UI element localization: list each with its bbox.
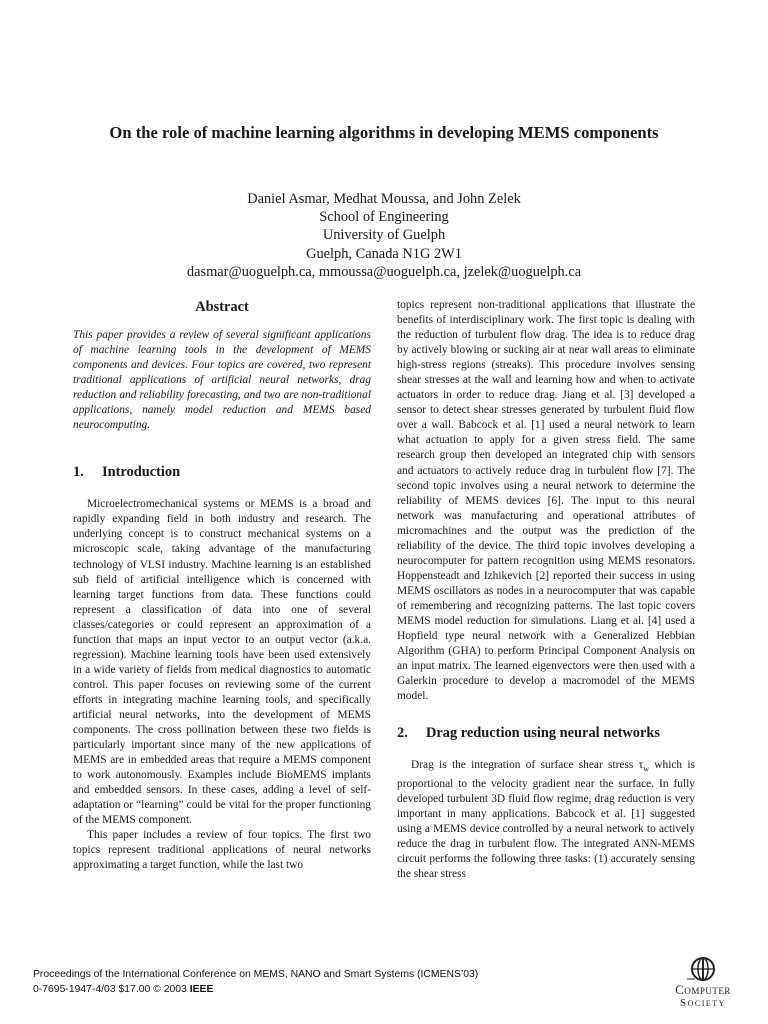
section-title: Drag reduction using neural networks	[426, 725, 660, 742]
logo-text-society: Society	[680, 997, 726, 1009]
right-column	[397, 298, 695, 882]
affiliation-line: School of Engineering	[319, 209, 449, 226]
section-number: 1.	[73, 464, 84, 481]
intro-paragraph-continuation: topics represent non-traditional applications that illustrate the benefits of interdisciplinary work. The first topic is dealing with the reduction of turbulent flow drag. The idea is to reduce drag by actively blowing or sucking air at near wall areas to eliminate high-stress regions (streaks). This procedure involves sensing shear stresses at the wall and learning how and when to activate actuators in order to reduce drag. Jiang et al. [3] developed a sensor to detect shear stresses generated by turbulent fluid flow over a wall. Babcock et al. [1] used a neural network to learn what actuation to apply for a given stress field. The same research group then developed an integrated chip with sensors and actuators to actively reduce drag in turbulent flow [7]. The second topic involves using a neural network to determine the reliability of MEMS devices [6]. The input to this neural network was manufacturing and operational attributes of micromachines and the output was the prediction of the reliability of the device. The third topic involves developing a neurocomputer for pattern recognition using MEMS resonators. Hoppensteadt and Izhikevich [2] reported their success in using MEMS oscillators as nodes in a neurocomputer that was capable of remembering and recognizing patterns. The last topic covers MEMS model reduction for simulations. Liang et al. [4] used a Hopfield type neural network with a Generalized Hebbian Algorithm (GHA) to perform Principal Component Analysis on an input matrix. The learned eigenvectors were then used with a Galerkin procedure to develop a macromodel of the MEMS model.	[397, 299, 695, 703]
intro-paragraph-2: This paper includes a review of four topics. The first two topics represent traditional applications of neural networks approximating a target function, while the last two	[73, 829, 371, 872]
left-column	[73, 298, 371, 874]
section-heading-drag-reduction	[397, 724, 695, 742]
author-emails: dasmar@uoguelph.ca, mmoussa@uoguelph.ca, jzelek@uoguelph.ca	[186, 263, 582, 280]
abstract-heading: Abstract	[195, 299, 249, 315]
section-number: 2.	[397, 725, 408, 742]
ieee-computer-society-logo-icon	[686, 955, 720, 983]
author-block	[0, 190, 768, 281]
drag-text-after-symbol: which is proportional to the velocity gradient near the surface. In fully developed turbulent 3D fluid flow regime, drag reduction is very important in many applications. Babcock et al. [1] suggested using a MEMS device controlled by a neural network to actively reduce the drag in turbulent flow. The integrated ANN-MEMS circuit performs the following three tasks: (1) accurately sensing the shear stress	[397, 759, 695, 880]
drag-text-before-symbol: Drag is the integration of surface shear stress	[411, 759, 639, 772]
intro-paragraph-1: Microelectromechanical systems or MEMS is a broad and rapidly expanding field in both industry and research. The underlying concept is to construct mechanical systems on a microscopic scale, taking advantage of the manufacturing technology of VLSI industry. Machine learning is an established sub field of artificial intelligence which is concerned with learning target functions from data. These functions could represent a classification of data into one of several classes/categories or could represent an approximation of a function that maps an input vector to an output vector (a.k.a. regression). Machine learning tools have been used extensively in a wide variety of fields from medical diagnostics to automatic control. This paper focuses on reviewing some of the current efforts in integrating machine learning tools, and specifically artificial neural networks, into the development of MEMS components. The cross pollination between these two fields is particularly important since many of the new applications of MEMS are in embedded areas that require a MEMS component to work autonomously. Examples include BioMEMS implants and embedded sensors. In these cases, adding a level of self-adaptation or “learning” could be vital for the proper functioning of the MEMS component.	[73, 498, 371, 827]
logo-text-computer: Computer	[675, 982, 731, 997]
footer-publisher: IEEE	[189, 984, 214, 995]
page-footer	[33, 967, 478, 997]
section-title: Introduction	[102, 464, 181, 481]
footer-copyright: 0-7695-1947-4/03 $17.00 © 2003	[33, 984, 190, 995]
section-heading-introduction	[73, 463, 371, 481]
footer-proceedings: Proceedings of the International Conference on MEMS, NANO and Smart Systems (ICMENS’03)	[33, 969, 479, 980]
abstract-text: This paper provides a review of several significant applications of machine learning tools in the development of MEMS components and devices. Four topics are covered, two represent traditional applications of artificial neural networks, drag reduction and reliability forecasting, and two are non-traditional applications, namely model reduction and MEMS based neurocomputing.	[73, 329, 371, 432]
affiliation-line: University of Guelph	[322, 227, 446, 244]
tau-subscript: w	[643, 764, 649, 774]
paper-title: On the role of machine learning algorithms in developing MEMS components	[109, 123, 659, 142]
footer-copyright-line	[33, 982, 478, 997]
affiliation-line: Guelph, Canada N1G 2W1	[306, 245, 462, 262]
drag-paragraph	[397, 758, 695, 882]
author-names: Daniel Asmar, Medhat Moussa, and John Zelek	[247, 191, 521, 207]
tau-symbol: τ	[638, 759, 644, 772]
computer-society-logo	[660, 955, 746, 1015]
